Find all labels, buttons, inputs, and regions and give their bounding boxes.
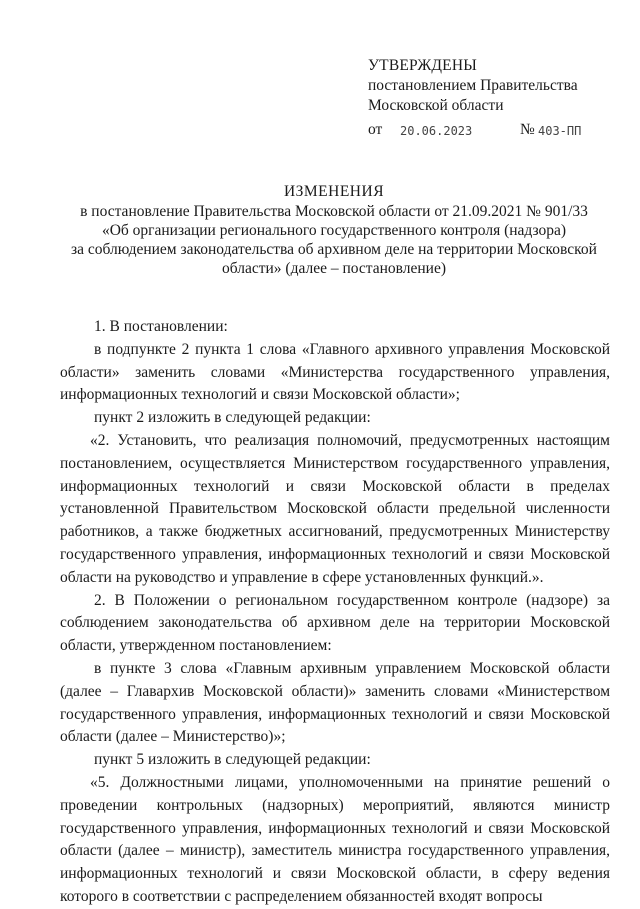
document-title: ИЗМЕНЕНИЯ [283, 183, 385, 200]
approval-line-1: постановлением Правительства [368, 77, 578, 94]
heading-line-1: в постановление Правительства Московской области от 21.09.2021 № 901/33 [80, 203, 588, 220]
paragraph-7: пункт 5 изложить в следующей редакции: [94, 751, 371, 769]
approval-line-2: Московской области [368, 97, 504, 114]
paragraph-3: пункт 2 изложить в следующей редакции: [94, 409, 371, 427]
paragraph-5: 2. В Положении о региональном государственном контроле (надзоре) за соблюдением законодательства об архивном деле на территории Московской области, утвержденном постановлением: [60, 591, 610, 655]
heading-line-2: «Об организации регионального государственного контроля (надзора) [101, 222, 567, 239]
paragraph-6: в пункте 3 слова «Главным архивным управлением Московской области (далее – Главархив Московской области)» заменить словами «Министерством государственного управления, информационных технологий и связи Московской области (далее – Министерство)»; [60, 659, 610, 746]
approval-date-line [368, 120, 618, 142]
approval-number: 403-ПП [538, 124, 582, 138]
paragraph-8: «5. Должностными лицами, уполномоченными на принятие решений о проведении контрольных (надзорных) мероприятий, являются министр государственного управления, информационных технологий и связи Московской области (далее – министр), заместитель министра государственного управления, информационных технологий и связи Московской области, в сферу ведения которого в соответствии с распределением обязанностей входят вопросы [60, 773, 610, 905]
approval-stamp [368, 56, 618, 142]
paragraph-2: в подпункте 2 пункта 1 слова «Главного архивного управления Московской области» заменить словами «Министерства государственного управления, информационных технологий и связи Московской области»; [60, 340, 610, 404]
heading-line-3: за соблюдением законодательства об архивном деле на территории Московской [71, 241, 597, 258]
paragraph-4: «2. Установить, что реализация полномочий, предусмотренных настоящим постановлением, осуществляется Министерством государственного управления, информационных технологий и связи Московской области в пределах установленной Правительством Московской области предельной численности работников, а также бюджетных ассигнований, предусмотренных Министерству государственного управления, информационных технологий и связи Московской области на руководство и управление в сфере установленных функций.». [60, 431, 610, 586]
number-label: № [520, 121, 535, 138]
document-body [60, 316, 610, 909]
approval-date: 20.06.2023 [400, 124, 473, 138]
paragraph-1: 1. В постановлении: [94, 318, 228, 335]
from-label: от [368, 121, 383, 138]
heading-line-4: области» (далее – постановление) [221, 260, 447, 277]
approval-title: УТВЕРЖДЕНЫ [368, 57, 477, 74]
document-heading [60, 182, 608, 278]
